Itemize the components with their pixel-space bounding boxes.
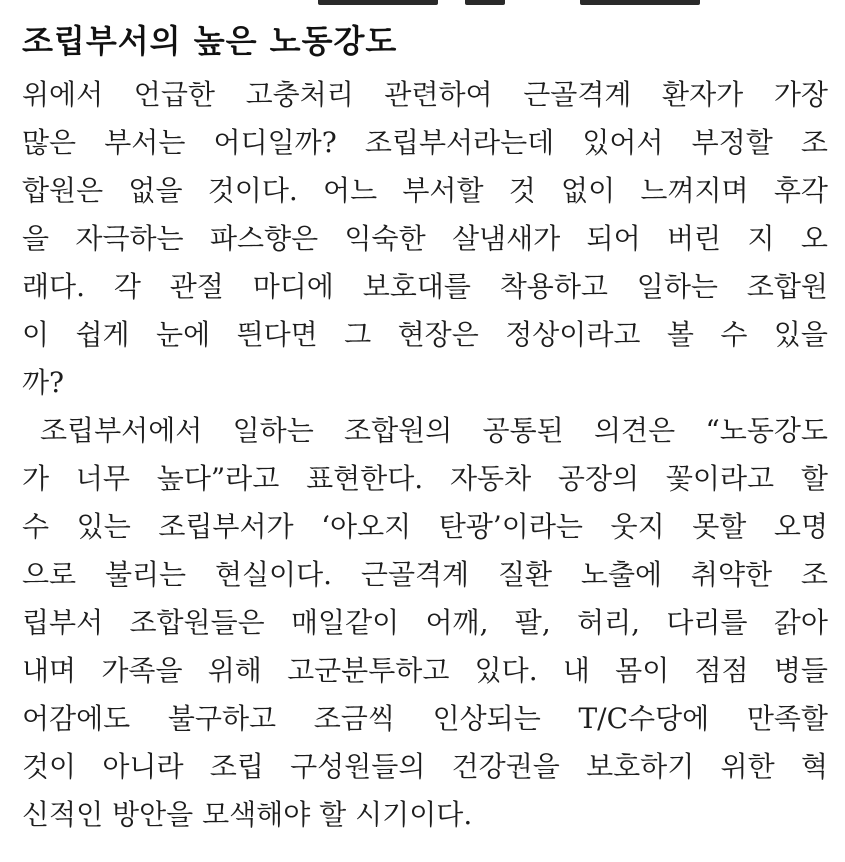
article <box>22 18 828 839</box>
paragraph <box>22 71 828 407</box>
text-line: 많은 부서는 어디일까? 조립부서라는데 있어서 부정할 조 <box>22 126 828 159</box>
text-line: 수 있는 조립부서가 ‘아오지 탄광’이라는 웃지 못할 오명 <box>22 510 828 543</box>
text-line: 으로 불리는 현실이다. 근골격계 질환 노출에 취약한 조 <box>22 558 828 591</box>
text-line: 이 쉽게 눈에 띈다면 그 현장은 정상이라고 볼 수 있을 <box>22 318 828 351</box>
text-line: 립부서 조합원들은 매일같이 어깨, 팔, 허리, 다리를 갉아 <box>22 606 828 639</box>
article-body <box>22 71 828 839</box>
text-line: 합원은 없을 것이다. 어느 부서할 것 없이 느껴지며 후각 <box>22 174 828 207</box>
article-headline: 조립부서의 높은 노동강도 <box>22 22 398 60</box>
text-line: 래다. 각 관절 마디에 보호대를 착용하고 일하는 조합원 <box>22 270 828 303</box>
text-line: 조립부서에서 일하는 조합원의 공통된 의견은 “노동강도 <box>40 414 828 447</box>
cropped-previous-text <box>0 0 845 10</box>
text-line: 내며 가족을 위해 고군분투하고 있다. 내 몸이 점점 병들 <box>22 654 828 687</box>
text-line: 가 너무 높다”라고 표현한다. 자동차 공장의 꽃이라고 할 <box>22 462 828 495</box>
text-line: 것이 아니라 조립 구성원들의 건강권을 보호하기 위한 혁 <box>22 750 828 783</box>
text-line: 신적인 방안을 모색해야 할 시기이다. <box>22 798 473 831</box>
paragraph <box>22 407 828 839</box>
text-line: 위에서 언급한 고충처리 관련하여 근골격계 환자가 가장 <box>22 78 828 111</box>
text-line: 까? <box>22 366 65 399</box>
text-line: 을 자극하는 파스향은 익숙한 살냄새가 되어 버린 지 오 <box>22 222 828 255</box>
text-line: 어감에도 불구하고 조금씩 인상되는 T/C수당에 만족할 <box>22 702 828 735</box>
